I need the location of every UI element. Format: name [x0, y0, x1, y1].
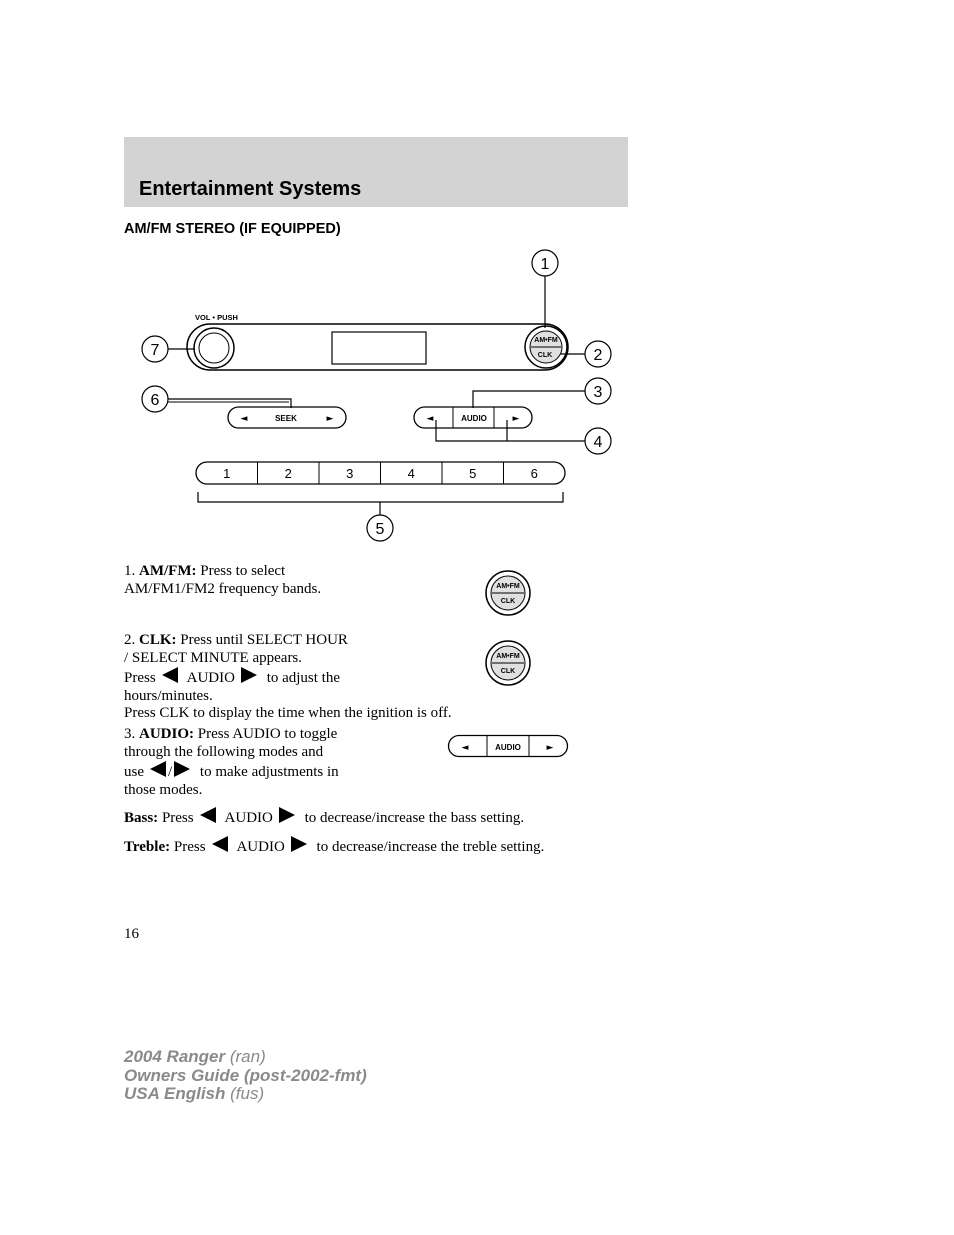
- right-arrow-icon: [279, 807, 295, 823]
- svg-text:CLK: CLK: [500, 598, 516, 605]
- preset-5: 5: [469, 466, 477, 481]
- left-arrow-icon: [162, 667, 178, 683]
- vol-label: VOL • PUSH: [195, 313, 238, 322]
- svg-text:AM•FM: AM•FM: [496, 653, 520, 660]
- left-arrow-icon: [150, 761, 166, 777]
- amfm-label: AM•FM: [534, 337, 558, 344]
- item-bass: Bass: Press AUDIO to decrease/increase the bass setting.: [124, 807, 524, 828]
- seek-label: SEEK: [275, 414, 297, 423]
- item-audio: 3. AUDIO: Press AUDIO to toggle through the following modes and use / to make adjustments in those modes.: [124, 726, 339, 798]
- preset-3: 3: [346, 466, 354, 481]
- page-number: 16: [124, 926, 139, 942]
- right-arrow-icon: [291, 836, 307, 852]
- item-clk: 2. CLK: Press until SELECT HOUR / SELECT MINUTE appears. Press AUDIO to adjust the hours/minutes. Press CLK to display the time when the ignition is off.: [124, 632, 452, 721]
- svg-text:2: 2: [593, 347, 603, 364]
- item-treble: Treble: Press AUDIO to decrease/increase the treble setting.: [124, 836, 544, 857]
- preset-1: 1: [223, 466, 231, 481]
- volume-knob: [194, 328, 234, 368]
- svg-text:5: 5: [375, 521, 385, 538]
- svg-text:AUDIO: AUDIO: [495, 743, 521, 752]
- svg-text:►: ►: [512, 414, 520, 424]
- clk-label: CLK: [537, 352, 553, 359]
- svg-text:7: 7: [150, 342, 160, 359]
- section-title: AM/FM STEREO (IF EQUIPPED): [124, 221, 341, 237]
- svg-text:◄: ◄: [461, 743, 469, 753]
- svg-text:1: 1: [540, 256, 550, 273]
- preset-4: 4: [407, 466, 415, 481]
- svg-text:CLK: CLK: [500, 668, 516, 675]
- svg-text:AM•FM: AM•FM: [496, 583, 520, 590]
- item-amfm: 1. AM/FM: Press to select AM/FM1/FM2 frequency bands.: [124, 563, 322, 597]
- svg-text:◄: ◄: [426, 414, 434, 424]
- preset-6: 6: [530, 466, 538, 481]
- svg-text:4: 4: [593, 434, 603, 451]
- right-arrow-icon: [174, 761, 190, 777]
- left-arrow-icon: [212, 836, 228, 852]
- audio-rocker-icon: [447, 734, 569, 759]
- faceplate: [187, 324, 568, 370]
- preset-2: 2: [284, 466, 292, 481]
- svg-text:►: ►: [326, 414, 334, 424]
- right-arrow-icon: [241, 667, 257, 683]
- svg-text:6: 6: [150, 392, 160, 409]
- left-arrow-icon: [200, 807, 216, 823]
- svg-text:◄: ◄: [240, 414, 248, 424]
- header-title: Entertainment Systems: [139, 178, 362, 200]
- footer: 2004 Ranger (ran) Owners Guide (post-2002-fmt) USA English (fus): [124, 1047, 367, 1103]
- svg-text:3: 3: [593, 384, 603, 401]
- amfm-clk-button-icon: [484, 569, 532, 617]
- svg-text:►: ►: [546, 743, 554, 753]
- amfm-clk-button-icon-2: [484, 639, 532, 687]
- radio-diagram: [0, 0, 954, 560]
- display-window: [332, 332, 426, 364]
- audio-label: AUDIO: [461, 414, 487, 423]
